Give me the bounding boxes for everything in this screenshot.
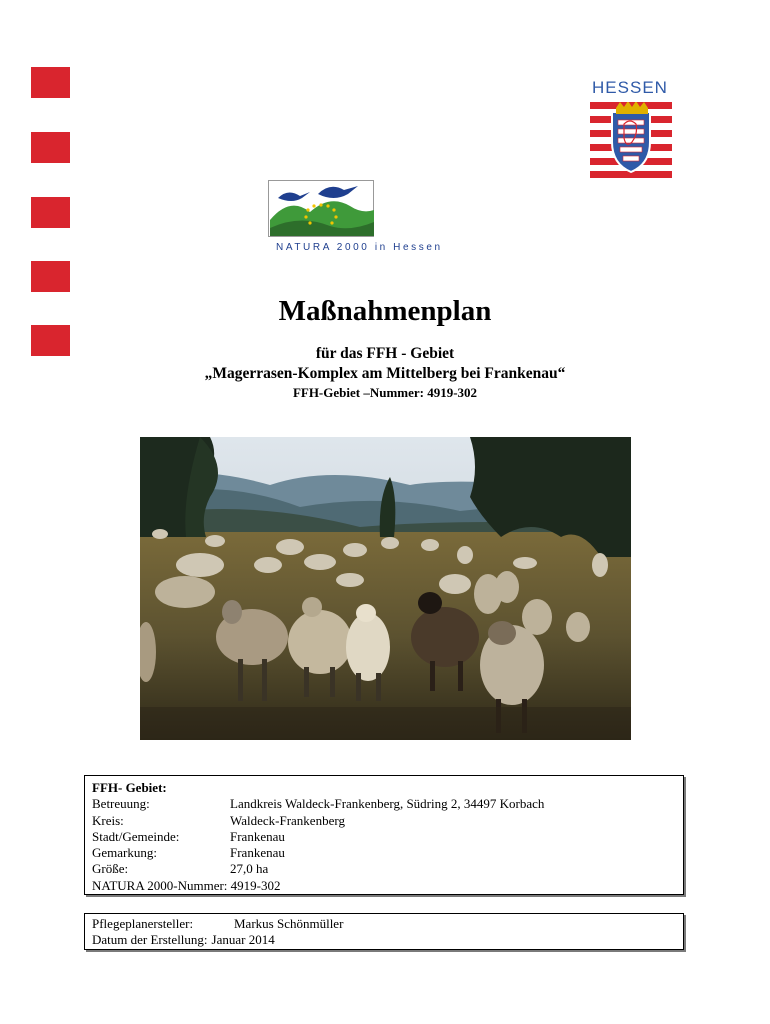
info-value: Frankenau bbox=[230, 828, 285, 844]
hessen-coat-of-arms-icon bbox=[590, 102, 672, 178]
creator-row bbox=[92, 932, 683, 948]
info-value: Landkreis Waldeck-Frankenberg, Südring 2, 34497 Korbach bbox=[230, 796, 545, 812]
creator-key: Datum der Erstellung: bbox=[92, 932, 208, 948]
ffh-info-box bbox=[84, 775, 684, 895]
info-key: Größe: bbox=[92, 861, 129, 877]
info-heading: FFH- Gebiet: bbox=[92, 780, 167, 795]
hessen-logo-text: HESSEN bbox=[592, 78, 668, 97]
red-square-decoration bbox=[31, 261, 70, 292]
info-value: Frankenau bbox=[230, 845, 285, 861]
creator-key: Pflegeplanersteller: bbox=[92, 916, 194, 931]
hessen-logo bbox=[588, 78, 672, 178]
info-value: Waldeck-Frankenberg bbox=[230, 812, 345, 828]
subtitle-line-1: für das FFH - Gebiet bbox=[315, 345, 455, 362]
info-key: Gemarkung: bbox=[92, 845, 157, 861]
red-square-decoration bbox=[31, 197, 70, 228]
creator-info-box bbox=[84, 913, 684, 950]
info-key: Betreuung: bbox=[92, 796, 150, 812]
natura-number-line: NATURA 2000-Nummer: 4919-302 bbox=[92, 877, 281, 893]
page-title: Maßnahmenplan bbox=[278, 295, 492, 327]
subtitle-line-3: FFH-Gebiet –Nummer: 4919-302 bbox=[292, 385, 478, 400]
info-row bbox=[92, 845, 683, 861]
red-square-decoration bbox=[31, 132, 70, 163]
natura-2000-emblem-icon bbox=[268, 180, 376, 238]
info-key: Kreis: bbox=[92, 812, 124, 828]
red-square-decoration bbox=[31, 67, 70, 98]
creator-value: Markus Schönmüller bbox=[234, 916, 344, 931]
info-value: 27,0 ha bbox=[230, 861, 269, 877]
creator-row bbox=[92, 916, 683, 932]
info-key: Stadt/Gemeinde: bbox=[92, 828, 180, 844]
sheep-photo bbox=[140, 437, 631, 740]
creator-value: Januar 2014 bbox=[211, 932, 275, 948]
subtitle-line-2: „Magerrasen-Komplex am Mittelberg bei Frankenau“ bbox=[204, 365, 566, 382]
info-row bbox=[92, 829, 683, 845]
info-row bbox=[92, 796, 683, 812]
natura-2000-caption: NATURA 2000 in Hessen bbox=[276, 242, 443, 253]
info-row bbox=[92, 813, 683, 829]
natura-2000-logo bbox=[268, 180, 463, 260]
info-row bbox=[92, 861, 683, 877]
